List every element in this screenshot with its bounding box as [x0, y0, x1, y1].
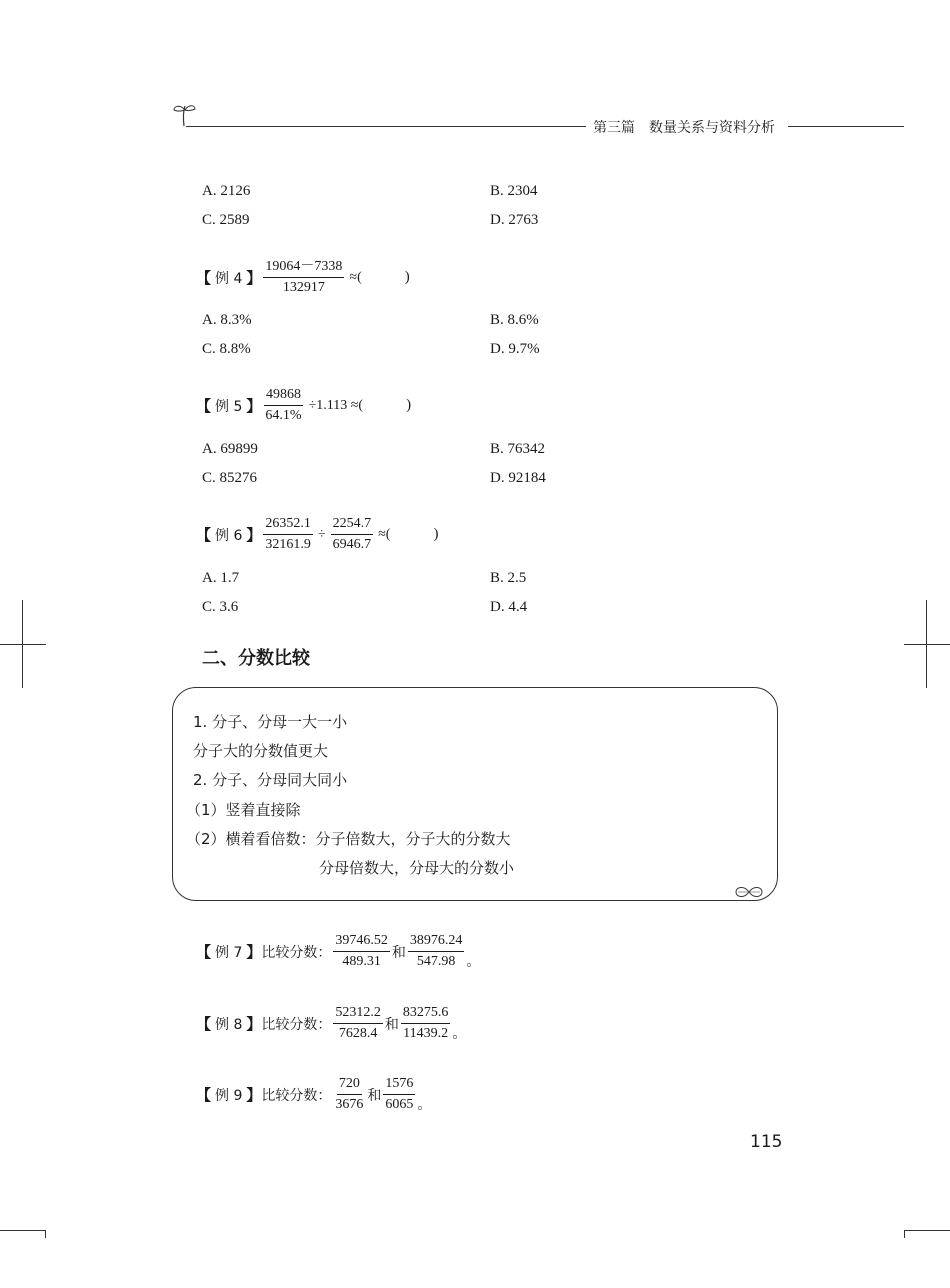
option-d: D. 92184 [490, 470, 546, 486]
crop-mark [22, 600, 23, 688]
fraction-1 [333, 1075, 365, 1114]
header-rule-right [788, 126, 904, 127]
numerator: 26352.1 [263, 515, 313, 535]
fraction-1 [263, 515, 313, 554]
example-label: 例 7 [215, 944, 243, 961]
option-b: B. 8.6% [490, 312, 539, 328]
numerator: 720 [337, 1075, 362, 1095]
option-a: A. 69899 [202, 441, 258, 457]
crop-mark [0, 644, 46, 645]
period: 。 [452, 1026, 467, 1042]
crop-mark [0, 1230, 46, 1231]
numerator: 49868 [264, 386, 303, 406]
expression-suffix: ÷1.113 ≈( [308, 397, 364, 413]
header-rule-left [186, 126, 586, 127]
leaf-ornament-icon [734, 884, 764, 900]
example-6: 【 例 6 】 $\frac{26352.1}{32161.9}$ ÷ $\frac{2254.7}{6946.7}$ ≈( ) [196, 516, 439, 552]
approx-symbol: ≈( [349, 269, 362, 285]
option-d: D. 4.4 [490, 599, 528, 615]
and-word: 和 [391, 944, 406, 961]
divide-symbol: ÷ [317, 526, 326, 542]
numerator: 1576 [383, 1075, 415, 1095]
numerator: 38976.24 [408, 932, 465, 952]
fraction [263, 386, 303, 425]
period: 。 [417, 1097, 432, 1113]
fraction-1 [333, 932, 390, 971]
crop-mark [904, 1230, 950, 1231]
denominator: 6065 [385, 1097, 414, 1112]
denominator: 132917 [282, 280, 325, 295]
box-line-2: 分子大的分数值更大 [193, 742, 329, 760]
option-b: B. 76342 [490, 441, 546, 457]
numerator: 19064－7338 [263, 258, 344, 278]
example-9: 【 例 9 】 比较分数： $\frac{720}{3676}$ 和 $\frac{1576}{6065}$ 。 [196, 1076, 432, 1113]
numerator: 2254.7 [331, 515, 374, 535]
fraction-2 [401, 1004, 451, 1043]
answer-paren-close: ) [406, 397, 412, 413]
and-word: 和 [384, 1016, 399, 1033]
denominator: 3676 [335, 1097, 364, 1112]
example-8: 【 例 8 】 比较分数： $\frac{52312.2}{7628.4}$ 和 $\frac{83275.6}{11439.2}$ 。 [196, 1005, 467, 1042]
fraction-2 [383, 1075, 415, 1114]
and-word: 和 [367, 1087, 382, 1104]
section-heading: 二、分数比较 [202, 648, 310, 669]
option-d: D. 2763 [490, 212, 539, 228]
example-label: 例 4 [215, 270, 243, 287]
option-a: A. 2126 [202, 183, 251, 199]
example-4: 【 例 4 】 $\frac{19064-7338}{132917}$ ≈( ) [196, 259, 410, 295]
option-c: C. 3.6 [202, 599, 239, 615]
fraction-2 [408, 932, 465, 971]
approx-symbol: ≈( [378, 526, 391, 542]
example-5: 【 例 5 】 $\frac{49868}{64.1\%}$ ÷1.113 ≈( ) [196, 387, 412, 423]
compare-prefix: 比较分数： [261, 944, 332, 961]
crop-mark [45, 1230, 46, 1238]
header-title: 第三篇 数量关系与资料分析 [593, 120, 775, 136]
box-line-1: 1. 分子、分母一大一小 [193, 713, 348, 731]
option-c: C. 85276 [202, 470, 258, 486]
page-number: 115 [750, 1132, 783, 1152]
option-b: B. 2.5 [490, 570, 527, 586]
fraction-2 [331, 515, 374, 554]
box-line-3: 2. 分子、分母同大同小 [193, 771, 348, 789]
denominator: 7628.4 [338, 1026, 378, 1041]
denominator: 489.31 [342, 954, 381, 969]
denominator: 64.1% [265, 408, 302, 423]
fraction-1 [333, 1004, 383, 1043]
crop-mark [904, 1230, 905, 1238]
crop-mark [926, 600, 927, 688]
numerator: 39746.52 [333, 932, 390, 952]
answer-paren-close: ) [433, 526, 439, 542]
box-line-6: 分母倍数大，分母大的分数小 [319, 859, 515, 877]
option-a: A. 8.3% [202, 312, 252, 328]
denominator: 32161.9 [265, 537, 311, 552]
denominator: 547.98 [416, 954, 456, 969]
option-b: B. 2304 [490, 183, 538, 199]
example-label: 例 9 [215, 1087, 243, 1104]
example-label: 例 8 [215, 1016, 243, 1033]
compare-prefix: 比较分数： [261, 1087, 332, 1104]
example-label: 例 6 [215, 527, 243, 544]
option-c: C. 8.8% [202, 341, 251, 357]
answer-paren-close: ) [404, 269, 410, 285]
option-a: A. 1.7 [202, 570, 240, 586]
period: 。 [466, 954, 481, 970]
box-line-4: （1）竖着直接除 [186, 801, 301, 819]
denominator: 6946.7 [332, 537, 372, 552]
example-label: 例 5 [215, 398, 243, 415]
option-d: D. 9.7% [490, 341, 540, 357]
option-c: C. 2589 [202, 212, 250, 228]
numerator: 83275.6 [401, 1004, 451, 1024]
denominator: 11439.2 [403, 1026, 449, 1041]
crop-mark [904, 644, 950, 645]
fraction [263, 258, 344, 297]
box-line-5: （2）横着看倍数：分子倍数大，分子大的分数大 [186, 830, 511, 848]
numerator: 52312.2 [333, 1004, 383, 1024]
example-7: 【 例 7 】 比较分数： $\frac{39746.52}{489.31}$ 和 $\frac{38976.24}{547.98}$ 。 [196, 933, 481, 970]
compare-prefix: 比较分数： [261, 1016, 332, 1033]
